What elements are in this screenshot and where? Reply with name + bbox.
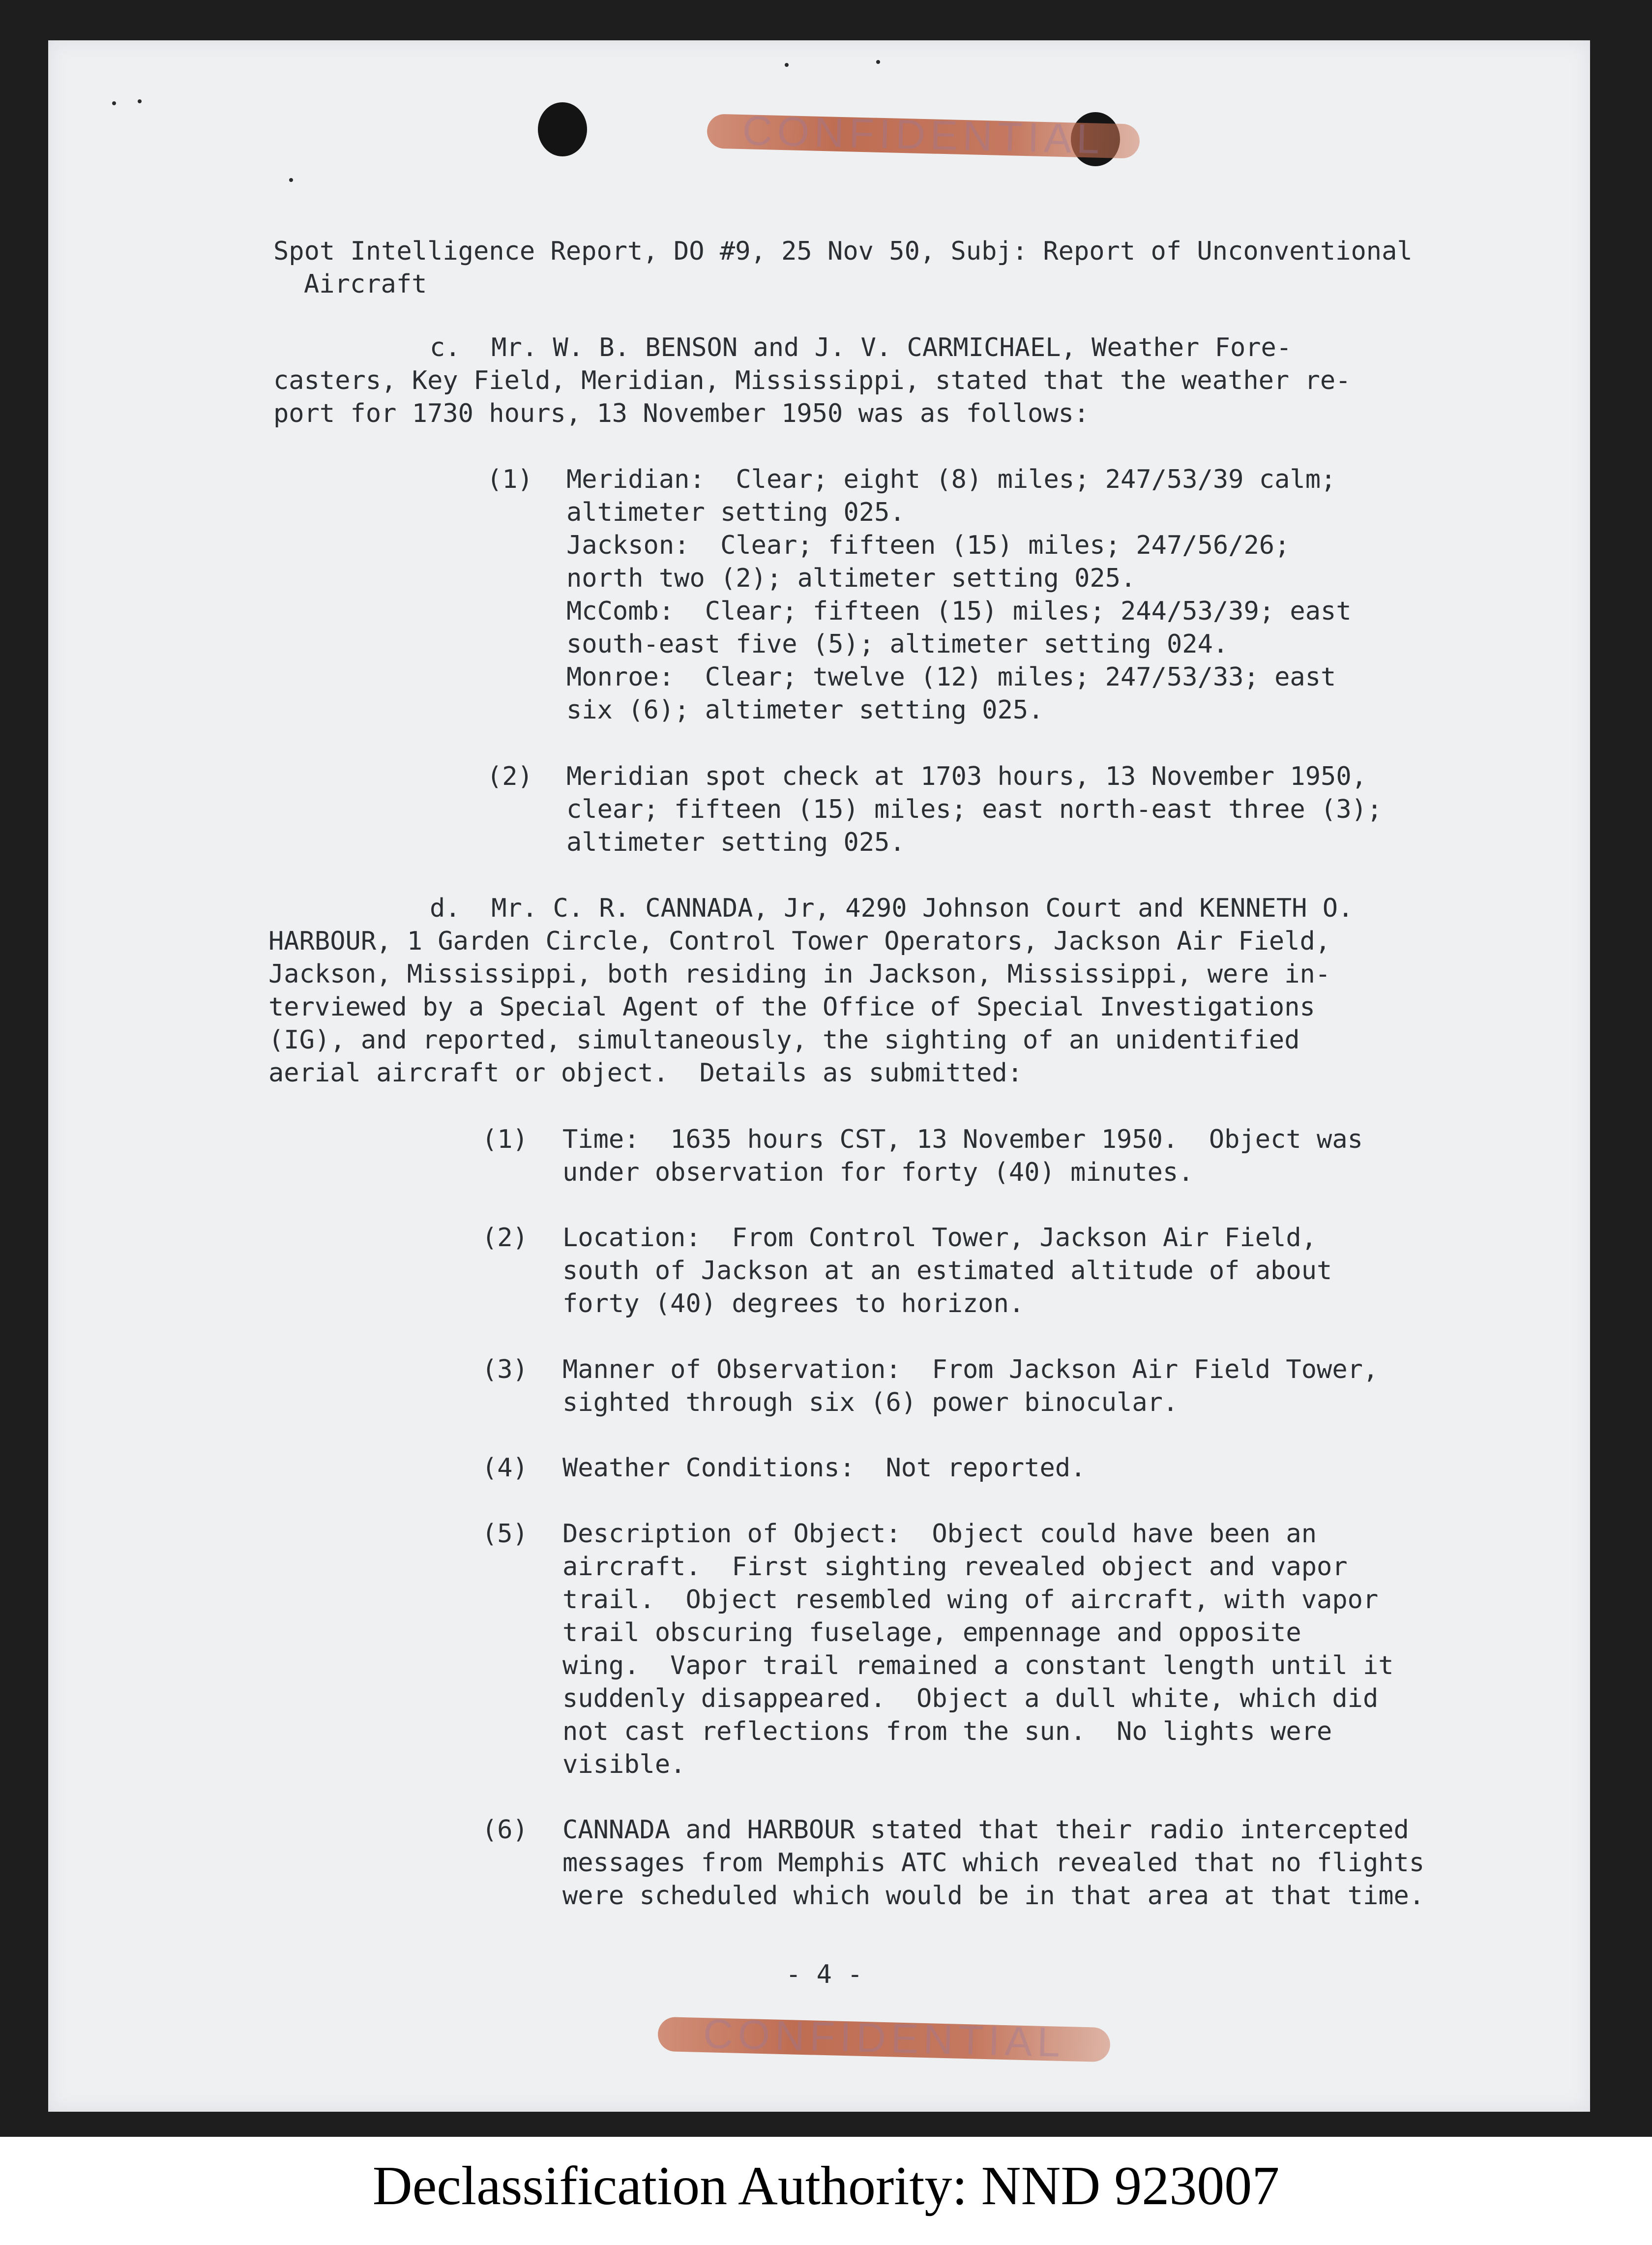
item-number: (2) — [482, 1223, 528, 1253]
para-d-line: terviewed by a Special Agent of the Office of Special Investigations — [268, 992, 1315, 1022]
item-line: north two (2); altimeter setting 025. — [566, 564, 1136, 593]
item-line: forty (40) degrees to horizon. — [562, 1289, 1025, 1318]
item-line: altimeter setting 025. — [566, 828, 905, 857]
para-c-line: port for 1730 hours, 13 November 1950 was as follows: — [273, 399, 1090, 428]
item-line: under observation for forty (40) minutes. — [562, 1158, 1194, 1187]
item-line: Manner of Observation: From Jackson Air Field Tower, — [562, 1355, 1379, 1384]
item-line: Weather Conditions: Not reported. — [562, 1453, 1086, 1483]
item-number: (1) — [487, 465, 533, 494]
para-d-line: aerial aircraft or object. Details as submitted: — [268, 1058, 1023, 1088]
para-d-line: HARBOUR, 1 Garden Circle, Control Tower Operators, Jackson Air Field, — [268, 927, 1331, 956]
declassification-authority: Declassification Authority: NND 923007 — [372, 2155, 1280, 2216]
para-d-line: Jackson, Mississippi, both residing in Jackson, Mississippi, were in- — [268, 959, 1331, 989]
item-line: six (6); altimeter setting 025. — [566, 695, 1044, 725]
item-line: south-east five (5); altimeter setting 024. — [566, 629, 1229, 659]
item-line: altimeter setting 025. — [566, 498, 905, 527]
item-line: visible. — [562, 1750, 686, 1779]
item-line: sighted through six (6) power binocular. — [562, 1388, 1179, 1417]
report-heading: Spot Intelligence Report, DO #9, 25 Nov 50, Subj: Report of Unconventional — [273, 237, 1413, 266]
item-number: (1) — [482, 1125, 528, 1154]
item-number: (4) — [482, 1453, 528, 1483]
confidential-stamp-top: CONFIDENTIAL — [707, 114, 1140, 158]
item-line: messages from Memphis ATC which revealed that no flights — [562, 1848, 1425, 1878]
item-number: (5) — [482, 1519, 528, 1549]
item-line: Description of Object: Object could have been an — [562, 1519, 1317, 1549]
report-heading-cont: Aircraft — [304, 269, 427, 299]
document-page — [48, 40, 1590, 2112]
item-line: Time: 1635 hours CST, 13 November 1950. Object was — [562, 1125, 1363, 1154]
confidential-stamp-bottom: CONFIDENTIAL — [657, 2017, 1110, 2062]
item-number: (2) — [487, 762, 533, 791]
item-line: McComb: Clear; fifteen (15) miles; 244/53/39; east — [566, 597, 1352, 626]
item-line: aircraft. First sighting revealed object and vapor — [562, 1552, 1348, 1582]
para-c-line: c. Mr. W. B. BENSON and J. V. CARMICHAEL, Weather Fore- — [430, 333, 1292, 362]
item-line: trail obscuring fuselage, empennage and opposite — [562, 1618, 1301, 1647]
item-line: wing. Vapor trail remained a constant length until it — [562, 1651, 1394, 1680]
item-line: Meridian: Clear; eight (8) miles; 247/53/39 calm; — [566, 465, 1336, 494]
para-d-line: (IG), and reported, simultaneously, the sighting of an unidentified — [268, 1025, 1300, 1055]
para-c-line: casters, Key Field, Meridian, Mississippi, stated that the weather re- — [273, 366, 1351, 395]
item-line: Location: From Control Tower, Jackson Air Field, — [562, 1223, 1317, 1253]
item-line: Jackson: Clear; fifteen (15) miles; 247/56/26; — [566, 531, 1290, 560]
item-line: Monroe: Clear; twelve (12) miles; 247/53/33; east — [566, 662, 1336, 692]
item-line: trail. Object resembled wing of aircraft, with vapor — [562, 1585, 1379, 1615]
item-number: (3) — [482, 1355, 528, 1384]
item-line: CANNADA and HARBOUR stated that their radio intercepted — [562, 1815, 1409, 1845]
item-line: clear; fifteen (15) miles; east north-east three (3); — [566, 795, 1383, 824]
item-line: not cast reflections from the sun. No lights were — [562, 1717, 1332, 1746]
item-line: south of Jackson at an estimated altitude of about — [562, 1256, 1332, 1286]
item-line: suddenly disappeared. Object a dull white, which did — [562, 1684, 1379, 1713]
item-number: (6) — [482, 1815, 528, 1845]
item-line: Meridian spot check at 1703 hours, 13 November 1950, — [566, 762, 1367, 791]
page-number: - 4 - — [786, 1960, 863, 1989]
para-d-line: d. Mr. C. R. CANNADA, Jr, 4290 Johnson Court and KENNETH O. — [430, 894, 1354, 923]
item-line: were scheduled which would be in that area at that time. — [562, 1881, 1425, 1911]
document-text — [48, 40, 1590, 2112]
